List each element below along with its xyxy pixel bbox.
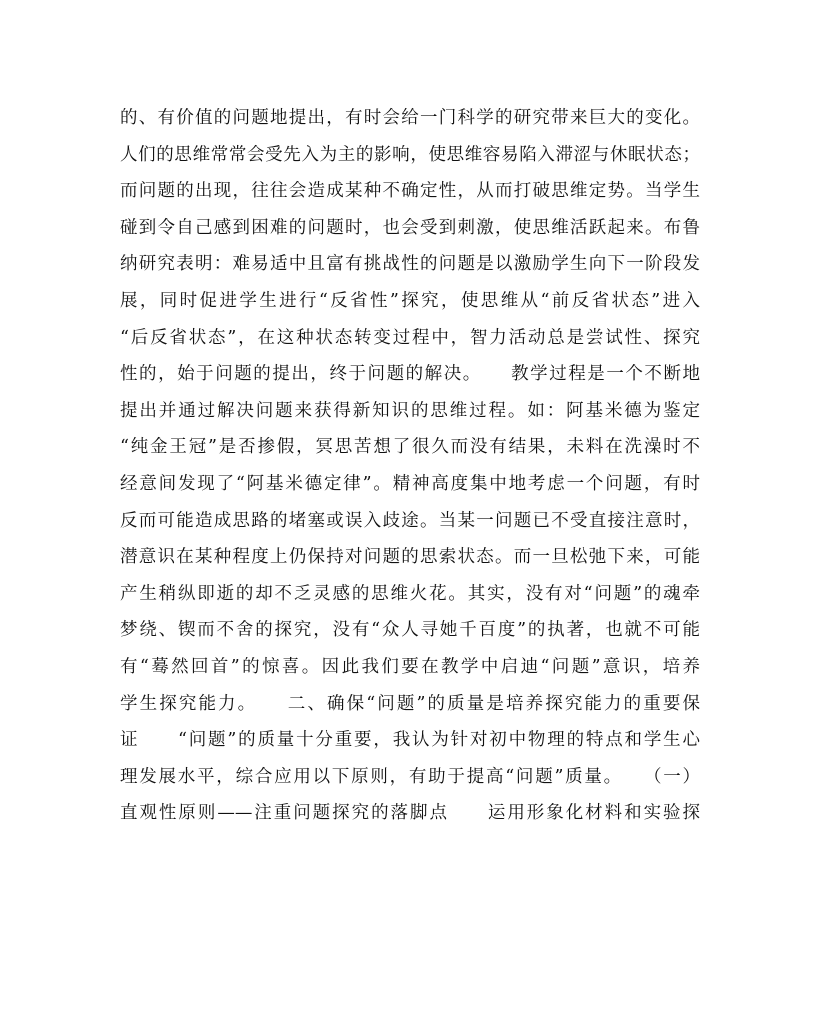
- text-line: 有“蓦然回首”的惊喜。因此我们要在教学中启迪“问题”意识，培养: [120, 656, 700, 677]
- text-line: 梦绕、锲而不舍的探究，没有“众人寻她千百度”的执著，也就不可能: [120, 620, 700, 641]
- text-line: “纯金王冠”是否掺假，冥思苦想了很久而没有结果，未料在洗澡时不: [120, 437, 700, 458]
- text-line: 性的，始于问题的提出，终于问题的解决。 教学过程是一个不断地: [120, 364, 700, 385]
- text-line: 碰到令自己感到困难的问题时，也会受到刺激，使思维活跃起来。布鲁: [120, 217, 700, 238]
- text-line: “后反省状态”，在这种状态转变过程中，智力活动总是尝试性、探究: [120, 327, 700, 348]
- text-line: 展，同时促进学生进行“反省性”探究，使思维从“前反省状态”进入: [120, 290, 700, 311]
- text-line: 直观性原则——注重问题探究的落脚点 运用形象化材料和实验探: [120, 803, 700, 824]
- text-line: 产生稍纵即逝的却不乏灵感的思维火花。其实，没有对“问题”的魂牵: [120, 583, 700, 604]
- text-line: 学生探究能力。 二、确保“问题”的质量是培养探究能力的重要保: [120, 693, 700, 714]
- text-line: 提出并通过解决问题来获得新知识的思维过程。如：阿基米德为鉴定: [120, 400, 700, 421]
- body-text: [120, 100, 700, 832]
- text-line: 潜意识在某种程度上仍保持对问题的思索状态。而一旦松弛下来，可能: [120, 547, 700, 568]
- text-line: 证 “问题”的质量十分重要，我认为针对初中物理的特点和学生心: [120, 730, 700, 751]
- text-line: 的、有价值的问题地提出，有时会给一门科学的研究带来巨大的变化。: [120, 108, 700, 128]
- text-line: 纳研究表明：难易适中且富有挑战性的问题是以激励学生向下一阶段发: [120, 254, 700, 275]
- text-line: 经意间发现了“阿基米德定律”。精神高度集中地考虑一个问题，有时: [120, 473, 700, 494]
- text-line: 理发展水平，综合应用以下原则，有助于提高“问题”质量。 （一）: [120, 766, 700, 787]
- text-line: 而问题的出现，往往会造成某种不确定性，从而打破思维定势。当学生: [120, 181, 700, 202]
- text-line: 反而可能造成思路的堵塞或误入歧途。当某一问题已不受直接注意时，: [120, 510, 700, 531]
- text-line: 人们的思维常常会受先入为主的影响，使思维容易陷入滞涩与休眠状态；: [120, 144, 700, 165]
